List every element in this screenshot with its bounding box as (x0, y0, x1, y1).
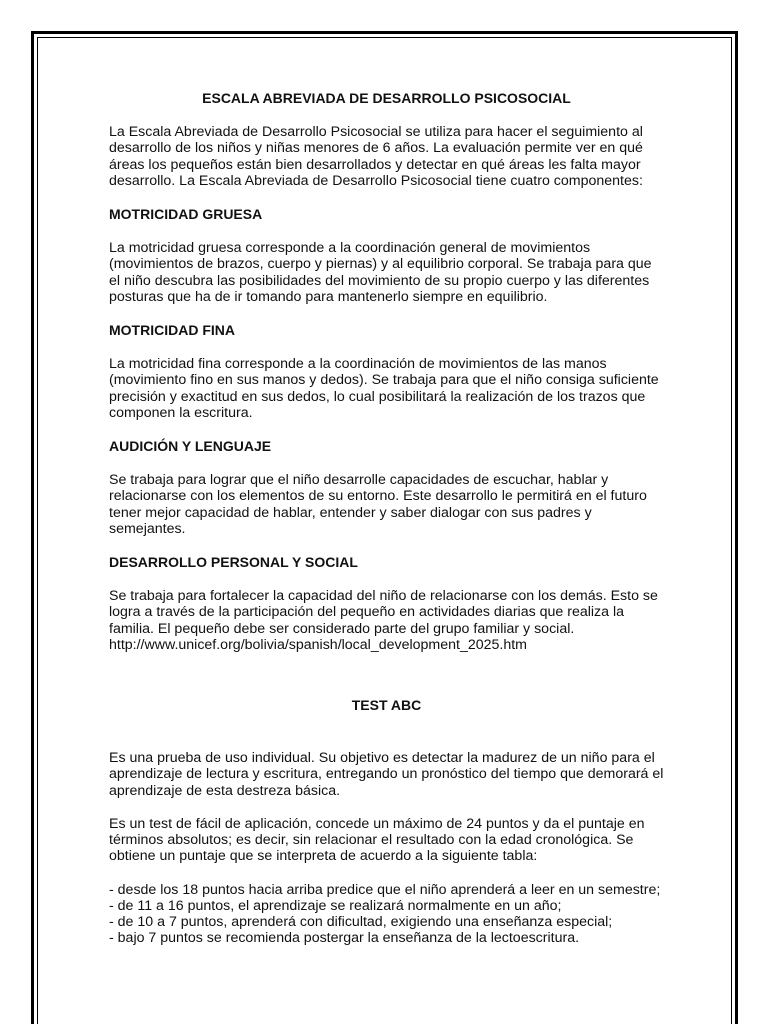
spacer (109, 653, 664, 697)
section-heading-motricidad-gruesa: MOTRICIDAD GRUESA (109, 206, 263, 223)
section-body-motricidad-gruesa: La motricidad gruesa corresponde a la coordinación general de movimientos (movimientos de brazos, cuerpo y piernas) y al equilibrio corporal. Se trabaja para que el niño descubra las posibilidades del movimiento de su propio cuerpo y las diferentes posturas que ha de ir tomando para mantenerlo siempre en equilibrio. (109, 240, 652, 305)
section-heading-motricidad-fina: MOTRICIDAD FINA (109, 322, 235, 339)
list-item: - desde los 18 puntos hacia arriba predice que el niño aprenderá a leer en un semestre; (109, 881, 661, 898)
section-heading-desarrollo-personal-social: DESARROLLO PERSONAL Y SOCIAL (109, 554, 358, 571)
section-body-desarrollo-personal-social: Se trabaja para fortalecer la capacidad del niño de relacionarse con los demás. Esto se logra a través de la participación del pequeño en actividades diarias que realiza la familia. El pequeño debe ser considerado parte del grupo familiar y social. (109, 588, 658, 637)
list-item: - bajo 7 puntos se recomienda postergar la enseñanza de la lectoescritura. (109, 930, 580, 947)
document-title: ESCALA ABREVIADA DE DESARROLLO PSICOSOCIAL (202, 90, 571, 106)
document-content (109, 90, 664, 946)
test-abc-paragraph-2: Es un test de fácil de aplicación, concede un máximo de 24 puntos y da el puntaje en términos absolutos; es decir, sin relacionar el resultado con la edad cronológica. Se obtiene un puntaje que se interpreta de acuerdo a la siguiente tabla: (109, 815, 645, 865)
source-url: http://www.unicef.org/bolivia/spanish/local_development_2025.htm (109, 636, 527, 653)
section-heading-audicion-lenguaje: AUDICIÓN Y LENGUAJE (109, 438, 272, 455)
intro-paragraph: La Escala Abreviada de Desarrollo Psicosocial se utiliza para hacer el seguimiento al desarrollo de los niños y niñas menores de 6 años. La evaluación permite ver en qué áreas los pequeños están bien desarrollados y detectar en qué áreas les falta mayor desarrollo. La Escala Abreviada de Desarrollo Psicosocial tiene cuatro componentes: (109, 124, 643, 189)
score-interpretation-list (109, 882, 664, 947)
list-item: - de 10 a 7 puntos, aprenderá con dificultad, exigiendo una enseñanza especial; (109, 913, 613, 930)
section-body-motricidad-fina: La motricidad fina corresponde a la coordinación de movimientos de las manos (movimiento fino en sus manos y dedos). Se trabaja para que el niño consiga suficiente precisión y exactitud en sus dedos, lo cual posibilitará la realización de los trazos que componen la escritura. (109, 356, 659, 421)
test-abc-paragraph-1: Es una prueba de uso individual. Su objetivo es detectar la madurez de un niño para el aprendizaje de lectura y escritura, entregando un pronóstico del tiempo que demorará el aprendizaje de esta destreza básica. (109, 750, 664, 799)
section-body-audicion-lenguaje: Se trabaja para lograr que el niño desarrolle capacidades de escuchar, hablar y relacionarse con los elementos de su entorno. Este desarrollo le permitirá en el futuro tener mejor capacidad de hablar, entender y saber dialogar con sus padres y semejantes. (109, 472, 647, 537)
test-abc-heading: TEST ABC (351, 697, 422, 714)
list-item: - de 11 a 16 puntos, el aprendizaje se realizará normalmente en un año; (109, 897, 562, 914)
